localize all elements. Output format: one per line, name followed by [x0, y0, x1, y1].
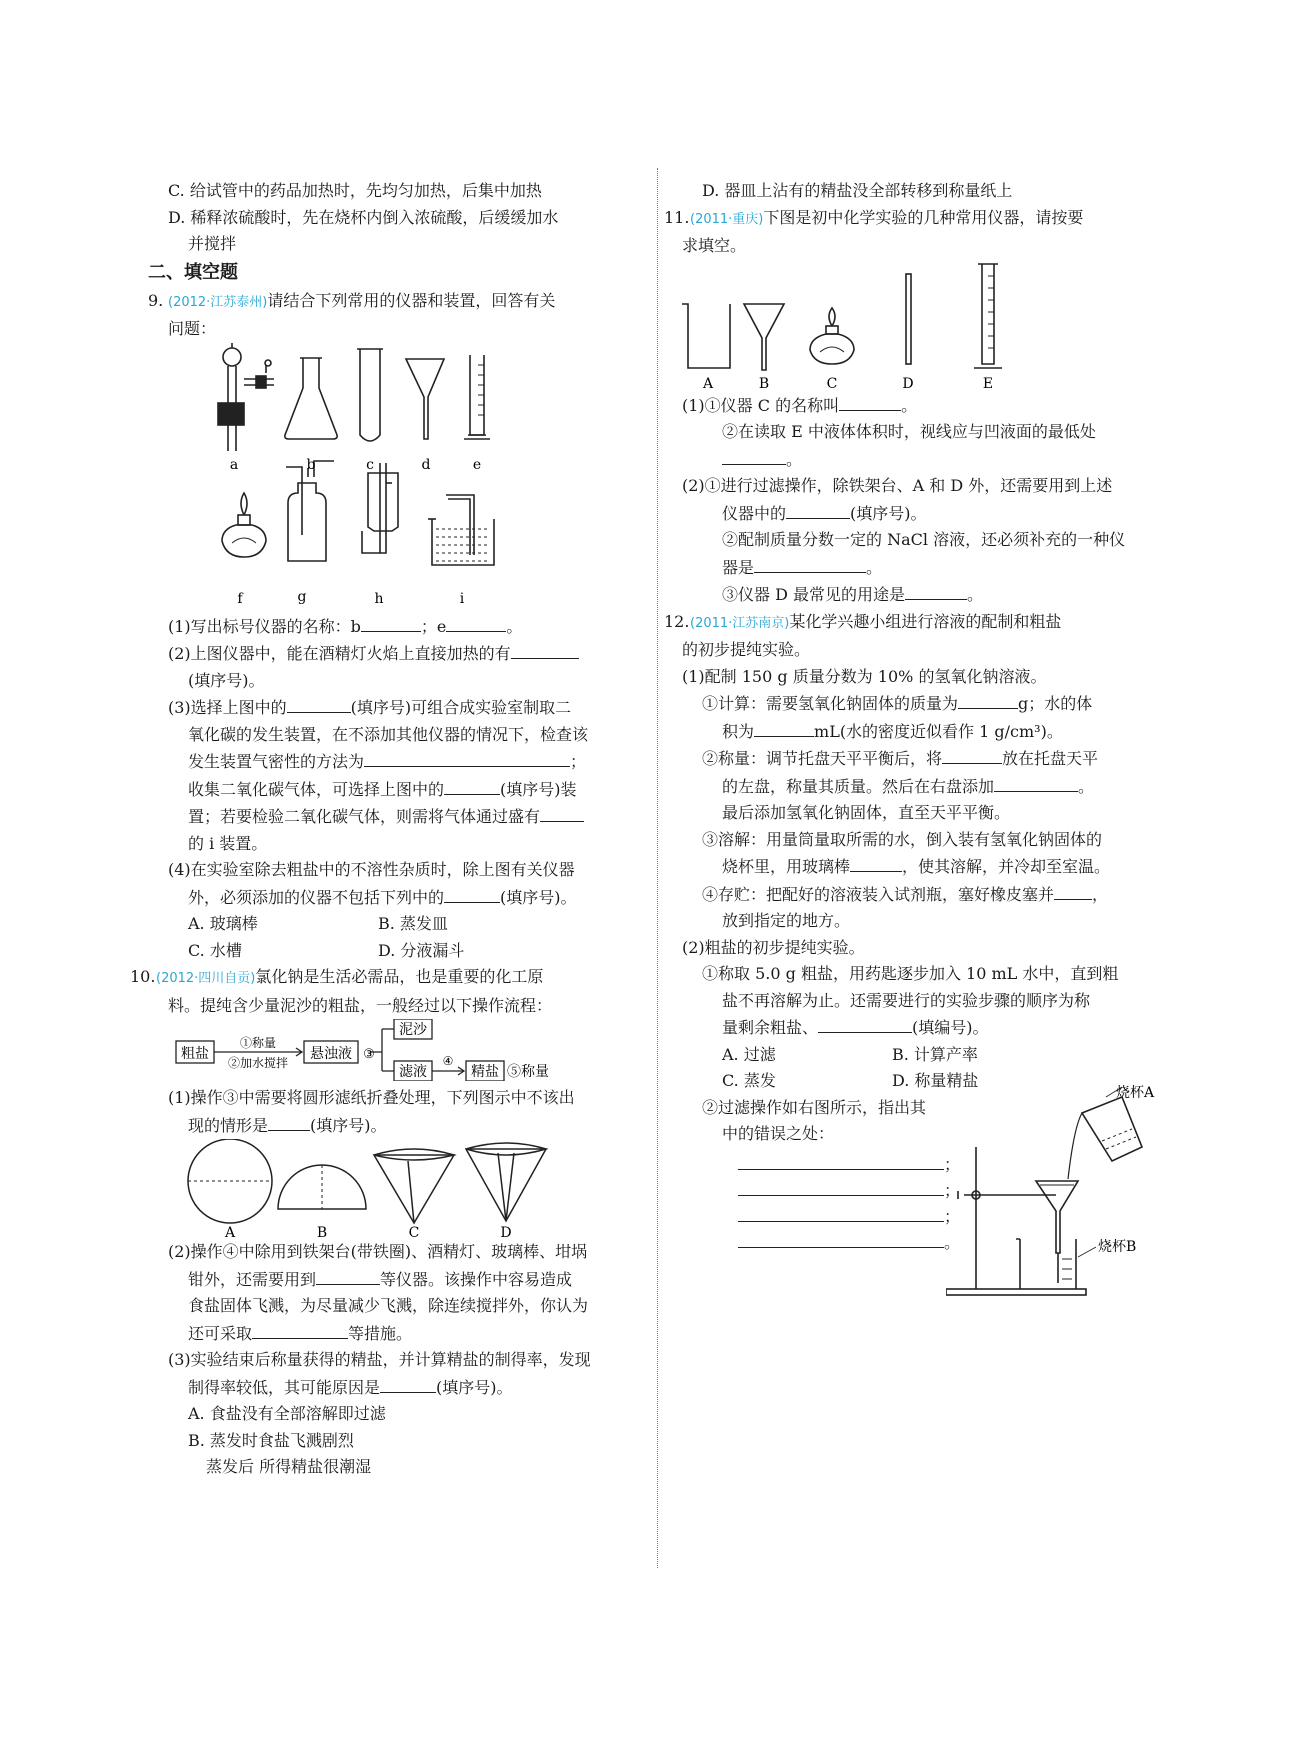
q12-blank-error-1[interactable]	[738, 1151, 944, 1170]
instrument-label-d: D	[902, 375, 914, 392]
instrument-label-c: C	[826, 375, 838, 392]
q12-answer-line-2	[738, 1177, 968, 1203]
flow-step1: ①称量	[239, 1036, 277, 1050]
q9-part1-end: 。	[506, 616, 523, 636]
q12-option-c: C. 蒸发	[722, 1071, 776, 1090]
q12-dissolve-b-text: 烧杯里，用玻璃棒	[722, 857, 851, 876]
label-c: c	[366, 456, 374, 473]
q10-filter-paper-figure	[148, 1139, 634, 1239]
label-i: i	[459, 590, 465, 607]
q9-part3-d-text: 收集二氧化碳气体，可选择上图中的	[188, 779, 445, 799]
q10-stem-text: 氯化钠是生活必需品，也是重要的化工原	[255, 967, 544, 986]
beaker-a-label: 烧杯A	[1116, 1084, 1155, 1101]
q10-part2-c: 食盐固体飞溅，为尽量减少飞溅，除连续搅拌外，你认为	[188, 1296, 589, 1315]
q12-answer-line-4	[738, 1229, 968, 1255]
iron-stand	[946, 1147, 1086, 1295]
filter-label-a: A	[224, 1225, 236, 1239]
q10-part2-b	[148, 1266, 634, 1294]
q10-option-d: D. 器皿上沾有的精盐没全部转移到称量纸上	[702, 181, 1013, 200]
q9-option-b: B. 蒸发皿	[378, 914, 448, 933]
instrument-c-lamp	[810, 308, 854, 364]
q12-option-b: B. 计算产率	[892, 1044, 978, 1064]
apparatus-f	[222, 493, 266, 557]
q9-part1-mid: ；e	[420, 616, 447, 636]
q12-answer-punct-3: ；	[944, 1206, 961, 1226]
q9-part3-d-text2: (填序号)装	[500, 779, 577, 799]
apparatus-i	[428, 495, 494, 565]
q12-calc-b	[682, 718, 1162, 746]
q11-blank-reading[interactable]	[722, 446, 786, 465]
q12-calc-b-text2: mL(水的密度近似看作 1 g/cm³)。	[814, 721, 1063, 741]
apparatus-g	[286, 461, 334, 561]
instrument-label-b: B	[758, 375, 770, 392]
q12-answer-line-1	[738, 1151, 968, 1177]
q12-weigh	[682, 745, 1162, 773]
q12-purify-c	[682, 1014, 1162, 1042]
q12-part2: (2)粗盐的初步提纯实验。	[682, 937, 865, 957]
q9-part3-text2: (填序号)可组合成实验室制取二	[350, 698, 572, 717]
q12-store	[682, 881, 1162, 909]
q12-blank-left-pan[interactable]	[942, 745, 1002, 764]
q9-part3-c-text: 发生装置气密性的方法为	[188, 752, 365, 771]
q11-part2-c: ②配制质量分数一定的 NaCl 溶液，还必须补充的一种仪	[722, 530, 1126, 549]
beaker-b	[1016, 1239, 1076, 1289]
q10-part2-d-text2: 等措施。	[348, 1323, 413, 1343]
filter-label-b: B	[316, 1225, 328, 1239]
q9-part3-b: 氧化碳的发生装置，在不添加其他仪器的情况下，检查该	[188, 724, 589, 744]
label-g: g	[297, 588, 307, 605]
q10-part1-cont-text2: (填序号)。	[310, 1115, 387, 1135]
flow-step5: ⑤称量	[507, 1064, 549, 1080]
q9-part2-cont: (填序号)。	[188, 670, 265, 690]
q12-calc-text2: g；水的体	[1018, 694, 1093, 713]
instrument-d-rod	[906, 274, 911, 364]
q12-weigh-c: 最后添加氢氧化钠固体，直至天平平衡。	[722, 803, 1011, 822]
q12-purify-c-text: 量剩余粗盐、	[722, 1018, 819, 1037]
q9-number: 9.	[148, 290, 164, 310]
label-e: e	[472, 456, 482, 473]
q11-part1-b: ②在读取 E 中液体体积时，视线应与凹液面的最低处	[722, 422, 1096, 441]
q12-answer-punct-1: ；	[944, 1154, 961, 1174]
q12-blank-error-3[interactable]	[738, 1203, 944, 1222]
q12-calc-text: ①计算：需要氢氧化钠固体的质量为	[702, 694, 959, 713]
q9-blank-generator[interactable]	[287, 694, 351, 713]
q9-blank-airtight[interactable]	[364, 748, 570, 767]
q11-blank-use[interactable]	[905, 581, 967, 600]
q10-part3-b-text: 制得率较低，其可能原因是	[188, 1377, 381, 1397]
filter-funnel	[1036, 1181, 1078, 1253]
q11-part2-d-text: 器是	[722, 557, 755, 577]
q11-blank-c-name[interactable]	[839, 392, 901, 411]
q11-stem-cont: 求填空。	[682, 236, 747, 255]
q11-blank-instrument[interactable]	[754, 554, 866, 573]
apparatus-b	[285, 358, 337, 439]
q9-part3-c-end: ；	[570, 752, 587, 771]
q9-part2-text: (2)上图仪器中，能在酒精灯火焰上直接加热的有	[168, 644, 511, 663]
q12-answer-lines	[738, 1151, 968, 1255]
q10-part3-b-text2: (填序号)。	[436, 1377, 513, 1397]
q12-dissolve: ③溶解：用量筒量取所需的水，倒入装有氢氧化钠固体的	[702, 829, 1103, 849]
instrument-a-beaker	[682, 304, 730, 368]
flow-turbid: 悬浊液	[310, 1046, 352, 1062]
filter-shape-b	[278, 1165, 366, 1209]
q12-blank-error-4[interactable]	[738, 1229, 944, 1248]
flow-step2: ②加水搅拌	[227, 1056, 289, 1070]
q9-stem-text: 请结合下列常用的仪器和装置，回答有关	[267, 290, 556, 310]
q9-option-a: A. 玻璃棒	[188, 914, 258, 933]
q9-options-row2	[148, 938, 634, 965]
flow-refined: 精盐	[471, 1064, 499, 1080]
flow-step3: ③	[363, 1047, 375, 1062]
q9-part4-b-text: 外，必须添加的仪器不包括下列中的	[188, 887, 445, 907]
q9-part4: (4)在实验室除去粗盐中的不溶性杂质时，除上图有关仪器	[168, 860, 575, 879]
q10-blank-measure[interactable]	[252, 1320, 348, 1339]
label-a: a	[229, 456, 239, 473]
filter-shape-d	[466, 1143, 546, 1221]
q9-part4-b	[148, 884, 634, 912]
q9-blank-test[interactable]	[540, 803, 584, 822]
q12-blank-order[interactable]	[818, 1014, 912, 1033]
q12-blank-right-pan[interactable]	[994, 773, 1078, 792]
q11-stem	[664, 205, 1162, 234]
instrument-e-cylinder	[974, 264, 1002, 368]
q12-source: (2011·江苏南京)	[690, 615, 790, 631]
q12-stem	[664, 609, 1162, 638]
q12-store-text: ④存贮：把配好的溶液装入试剂瓶，塞好橡皮塞并	[702, 884, 1055, 904]
q10-part2: (2)操作④中除用到铁架台(带铁圈)、酒精灯、玻璃棒、坩埚	[168, 1242, 588, 1261]
q11-part1-c	[682, 446, 1162, 474]
q10-number: 10.	[130, 967, 156, 986]
q9-option-c: C. 水槽	[188, 940, 242, 960]
q11-number: 11.	[664, 207, 690, 227]
q12-filter-question: ②过滤操作如右图所示，指出其	[702, 1097, 927, 1117]
q9-blank-heat[interactable]	[511, 640, 579, 659]
q10-blank-instrument[interactable]	[316, 1266, 380, 1285]
flow-step4: ④	[442, 1054, 454, 1068]
q9-blank-exclude[interactable]	[444, 884, 500, 903]
q10-stem	[130, 964, 634, 993]
q10-option-b: B. 蒸发时食盐飞溅剧烈	[188, 1430, 354, 1450]
q11-part2: (2)①进行过滤操作，除铁架台、A 和 D 外，还需要用到上述	[682, 476, 1113, 495]
q12-purify-b: 盐不再溶解为止。还需要进行的实验步骤的顺序为称	[722, 990, 1091, 1010]
label-f: f	[237, 590, 243, 607]
q11-part2-b-text2: (填序号)。	[850, 503, 927, 523]
q12-calc-b-text: 积为	[722, 721, 755, 741]
q11-instrument-figure	[682, 260, 1162, 392]
q12-store-b: 放到指定的地方。	[722, 911, 851, 930]
instrument-label-e: E	[982, 375, 994, 392]
q11-part3-end: 。	[967, 585, 984, 604]
q11-part3-text: ③仪器 D 最常见的用途是	[722, 585, 906, 604]
apparatus-h	[362, 463, 398, 553]
filter-shape-a	[188, 1139, 272, 1223]
q9-blank-e[interactable]	[446, 613, 506, 632]
q8-option-d: D. 稀释浓硫酸时，先在烧杯内倒入浓硫酸，后缓缓加水	[168, 207, 559, 227]
q10-part1: (1)操作③中需要将圆形滤纸折叠处理，下列图示中不该出	[168, 1088, 575, 1107]
q9-part1-text: (1)写出标号仪器的名称：b	[168, 616, 361, 636]
q9-option-d: D. 分液漏斗	[378, 940, 465, 960]
q10-option-c: 蒸发后 所得精盐很潮湿	[206, 1457, 372, 1476]
q12-option-d: D. 称量精盐	[892, 1071, 979, 1090]
filtration-setup-figure	[946, 1083, 1172, 1301]
q11-part1-end: 。	[901, 395, 918, 415]
q12-options-row1	[682, 1042, 1162, 1069]
section-title: 二、填空题	[148, 261, 238, 283]
apparatus-a	[218, 343, 274, 451]
q11-part2-d-end: 。	[866, 557, 883, 577]
q11-part2-b	[682, 500, 1162, 528]
q12-blank-water[interactable]	[754, 718, 814, 737]
q11-source: (2011·重庆)	[690, 211, 764, 227]
q11-part1	[682, 392, 1162, 420]
q11-part1-text: (1)①仪器 C 的名称叫	[682, 395, 840, 415]
q9-blank-b[interactable]	[361, 613, 421, 632]
q12-store-end: ，	[1092, 884, 1109, 904]
q12-weigh-text: ②称量：调节托盘天平平衡后，将	[702, 749, 943, 768]
q12-weigh-b	[682, 773, 1162, 801]
q9-part2	[148, 640, 634, 668]
q8-option-d-cont: 并搅拌	[188, 234, 237, 253]
right-column	[664, 178, 1162, 1295]
q9-stem	[148, 288, 634, 317]
q10-part2-d	[148, 1320, 634, 1348]
q12-blank-mass[interactable]	[958, 690, 1018, 709]
q12-stem-text: 某化学兴趣小组进行溶液的配制和粗盐	[789, 611, 1062, 631]
q11-part3	[682, 581, 1162, 609]
q9-part4-b-text2: (填序号)。	[500, 887, 577, 907]
label-h: h	[374, 590, 384, 607]
q12-dissolve-b-text2: ，使其溶解，并冷却至室温。	[902, 857, 1111, 876]
q9-part3-e-text: 置；若要检验二氧化碳气体，则需将气体通过盛有	[188, 807, 541, 826]
flow-filtrate: 滤液	[399, 1064, 427, 1080]
q10-part1-cont-text: 现的情形是	[188, 1115, 269, 1135]
q11-blank-filter[interactable]	[786, 500, 850, 519]
q11-part2-d	[682, 554, 1162, 582]
label-d: d	[421, 456, 431, 473]
q10-stem-cont: 料。提纯含少量泥沙的粗盐，一般经过以下操作流程：	[168, 995, 553, 1015]
beaker-a-tilted	[1068, 1097, 1142, 1179]
q12-answer-punct-2: ；	[944, 1180, 961, 1200]
q10-part1-cont	[148, 1112, 634, 1140]
instrument-label-a: A	[702, 375, 714, 392]
q10-blank-reason[interactable]	[380, 1374, 436, 1393]
q8-option-c: C. 给试管中的药品加热时，先均匀加热，后集中加热	[168, 181, 542, 200]
column-divider	[657, 168, 658, 1568]
q12-option-a: A. 过滤	[722, 1044, 776, 1064]
q10-flow-diagram	[148, 1019, 634, 1081]
label-b: b	[306, 456, 316, 473]
filter-label-c: C	[408, 1225, 420, 1239]
q12-weigh-b-end: 。	[1078, 776, 1095, 796]
q12-weigh-b-text: 的左盘，称量其质量。然后在右盘添加	[722, 776, 995, 796]
q10-part3-b	[148, 1374, 634, 1402]
q10-source: (2012·四川自贡)	[156, 971, 256, 986]
instrument-b-funnel	[744, 304, 784, 370]
q9-part3	[148, 694, 634, 722]
q12-purify: ①称取 5.0 g 粗盐，用药匙逐步加入 10 mL 水中，直到粗	[702, 964, 1119, 983]
q9-part3-text: (3)选择上图中的	[168, 698, 287, 717]
q12-answer-punct-4: 。	[944, 1232, 961, 1252]
flow-crude-salt: 粗盐	[181, 1046, 209, 1062]
flow-sand: 泥沙	[399, 1022, 427, 1038]
q12-dissolve-b	[682, 853, 1162, 881]
q9-part3-d	[148, 776, 634, 804]
q12-purify-c-text2: (填编号)。	[912, 1018, 989, 1037]
q12-calc	[682, 690, 1162, 718]
q12-blank-label[interactable]	[1054, 881, 1092, 900]
q10-part2-b-text: 钳外，还需要用到	[188, 1269, 317, 1289]
apparatus-d	[406, 359, 444, 439]
q11-part1-c-end: 。	[786, 449, 803, 469]
q12-part1: (1)配制 150 g 质量分数为 10% 的氢氧化钠溶液。	[682, 666, 1047, 686]
q9-labels-top	[230, 457, 481, 473]
q11-stem-text: 下图是初中化学实验的几种常用仪器，请按要	[763, 207, 1084, 227]
q9-options-row1	[148, 911, 634, 938]
q9-part3-e	[148, 803, 634, 831]
q10-part2-d-text: 还可采取	[188, 1323, 253, 1343]
q12-number: 12.	[664, 611, 690, 631]
q12-blank-error-2[interactable]	[738, 1177, 944, 1196]
beaker-b-label: 烧杯B	[1098, 1238, 1137, 1255]
q12-blank-stir[interactable]	[850, 853, 902, 872]
q12-answer-line-3	[738, 1203, 968, 1229]
filter-label-d: D	[500, 1225, 512, 1239]
q12-stem-cont: 的初步提纯实验。	[682, 640, 811, 659]
q9-labels-bottom	[237, 589, 464, 607]
q12-filter-question-b: 中的错误之处：	[722, 1124, 835, 1143]
apparatus-c	[357, 349, 383, 441]
q9-stem-cont: 问题：	[168, 319, 217, 338]
q11-part2-b-text: 仪器中的	[722, 503, 787, 523]
filter-shape-c	[374, 1149, 454, 1223]
q9-part3-c	[148, 748, 634, 776]
q10-part3: (3)实验结束后称量获得的精盐，并计算精盐的制得率，发现	[168, 1350, 591, 1369]
q10-option-a: A. 食盐没有全部溶解即过滤	[188, 1404, 386, 1423]
left-column	[130, 178, 634, 1481]
q10-part2-b-text2: 等仪器。该操作中容易造成	[380, 1269, 573, 1289]
q9-apparatus-figure	[148, 343, 634, 613]
q10-blank-fold[interactable]	[268, 1112, 310, 1131]
q12-filter-block	[682, 1084, 1162, 1295]
q9-part3-f: 的 i 装置。	[188, 833, 268, 853]
q9-blank-collect[interactable]	[444, 776, 500, 795]
q9-part1	[148, 613, 634, 641]
apparatus-e	[464, 355, 490, 439]
q9-source: (2012·江苏泰州)	[168, 294, 268, 310]
q12-weigh-text2: 放在托盘天平	[1002, 749, 1099, 768]
